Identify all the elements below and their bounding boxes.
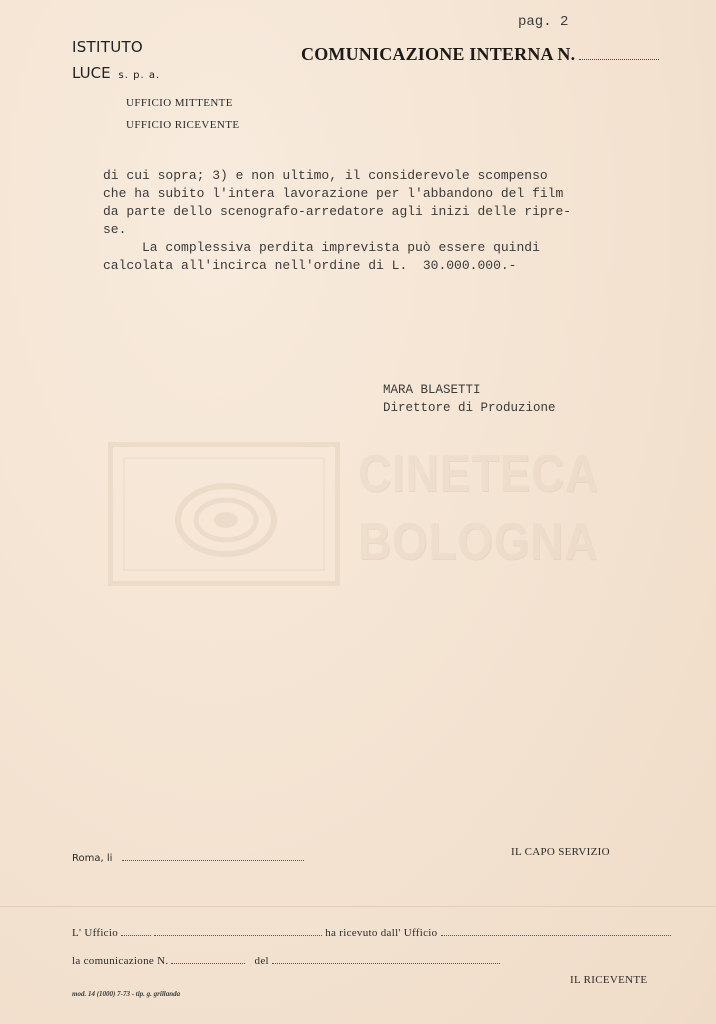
title-number-blank — [579, 47, 659, 60]
body-line: che ha subito l'intera lavorazione per l'abbandono del film — [103, 186, 564, 201]
org-name-luce: LUCE — [72, 64, 111, 82]
body-line: calcolata all'incirca nell'ordine di L. 30.000.000.- — [103, 258, 517, 273]
place-label: Roma, li — [72, 853, 113, 864]
signatory-role: Direttore di Produzione — [383, 401, 556, 415]
fold-line — [0, 906, 716, 907]
watermark-logo-frame — [108, 442, 340, 586]
page-number: pag. 2 — [518, 14, 569, 30]
communication-row — [72, 954, 500, 967]
comm-label: la comunicazione N. — [72, 955, 169, 967]
typed-body — [103, 167, 663, 275]
sender-office-blank — [441, 926, 671, 936]
body-line: se. — [103, 222, 127, 237]
office-received-row — [72, 926, 671, 939]
comm-number-blank — [171, 954, 245, 964]
received-label: ha ricevuto dall' Ufficio — [325, 927, 438, 939]
office-name-blank — [154, 926, 322, 936]
watermark-line1: CINETECA — [358, 445, 599, 503]
sender-office-label: UFFICIO MITTENTE — [126, 97, 233, 109]
body-line: da parte dello scenografo-arredatore agli inizi delle ripre- — [103, 204, 572, 219]
body-line: di cui sopra; 3) e non ultimo, il considerevole scompenso — [103, 168, 548, 183]
del-label: del — [254, 955, 269, 967]
document-title-text: COMUNICAZIONE INTERNA N. — [301, 44, 576, 64]
org-name-line2 — [72, 64, 160, 82]
org-suffix: s. p. a. — [118, 70, 161, 81]
signature-block — [383, 381, 556, 417]
print-info: mod. 14 (1000) 7-73 - tip. g. grillanda — [72, 990, 181, 998]
watermark-film-reel-icon — [108, 442, 340, 586]
place-date-blank — [122, 851, 304, 861]
document-title — [301, 44, 659, 65]
receiver-office-label: UFFICIO RICEVENTE — [126, 119, 240, 131]
office-label: L' Ufficio — [72, 927, 119, 939]
date-blank — [272, 954, 500, 964]
watermark — [108, 442, 608, 590]
watermark-line2: BOLOGNA — [358, 513, 599, 571]
chief-label: IL CAPO SERVIZIO — [511, 846, 610, 858]
place-date-row — [72, 848, 304, 866]
org-name: ISTITUTO — [72, 38, 144, 56]
receiver-label: IL RICEVENTE — [570, 974, 648, 986]
signatory-name: MARA BLASETTI — [383, 383, 481, 397]
office-blank — [121, 926, 151, 936]
body-line: La complessiva perdita imprevista può essere quindi — [103, 240, 540, 255]
